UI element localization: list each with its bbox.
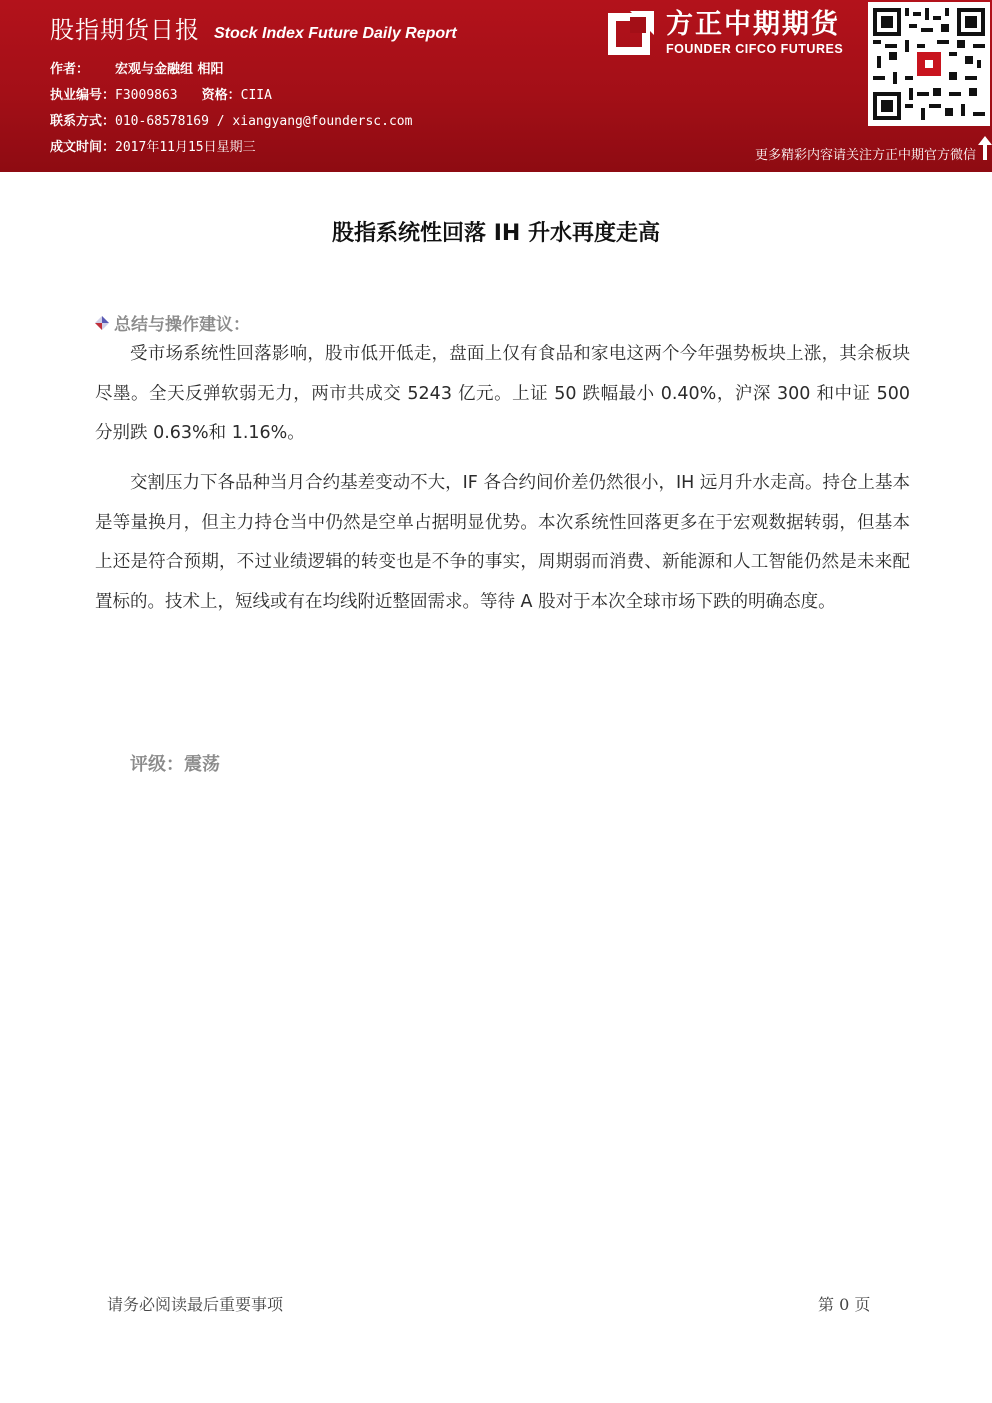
- header-banner: [0, 0, 992, 172]
- report-series-title: [50, 10, 457, 46]
- date-value: 2017年11月15日星期三: [115, 140, 256, 155]
- company-logo: [608, 6, 862, 60]
- license-label: 执业编号：: [50, 88, 116, 103]
- wechat-qr-code: [868, 2, 990, 126]
- up-arrow-icon: [978, 136, 992, 160]
- logo-en-text: FOUNDER CIFCO FUTURES: [666, 41, 844, 56]
- footer-disclaimer-note: 请务必阅读最后重要事项: [107, 1295, 284, 1314]
- date-label: 成文时间：: [50, 140, 116, 155]
- author-value: 宏观与金融组 相阳: [115, 62, 224, 77]
- author-line: [50, 58, 224, 77]
- contact-value[interactable]: 010-68578169 / xiangyang@foundersc.com: [115, 114, 413, 129]
- diamond-bullet-icon: [94, 315, 110, 331]
- summary-paragraph-2: 交割压力下各品种当月合约基差变动不大，IF 各合约间价差仍然很小，IH 远月升水走高。持仓上基本是等量换月，但主力持仓当中仍然是空单占据明显优势。本次系统性回落更多在于宏观数据转弱，但基本上还是符合预期，不过业绩逻辑的转变也是不争的事实，周期弱而消费、新能源和人工智能仍然是未来配置标的。技术上，短线或有在均线附近整固需求。等待 A 股对于本次全球市场下跌的明确态度。: [95, 473, 910, 612]
- license-line: [50, 84, 272, 103]
- title-cn: 股指期货日报: [50, 16, 200, 44]
- logo-cn-text: 方正中期期货: [666, 8, 840, 40]
- founder-logo-mark-icon: [608, 9, 656, 57]
- contact-line: [50, 110, 412, 129]
- wechat-follow-note: 更多精彩内容请关注方正中期官方微信: [754, 148, 976, 163]
- rating-label: 评级：震荡: [130, 754, 220, 775]
- summary-section-heading: [94, 310, 250, 335]
- report-title: 股指系统性回落 IH 升水再度走高: [332, 221, 660, 246]
- title-en: Stock Index Future Daily Report: [214, 25, 457, 42]
- summary-paragraph-1: 受市场系统性回落影响，股市低开低走，盘面上仅有食品和家电这两个今年强势板块上涨，其余板块尽墨。全天反弹软弱无力，两市共成交 5243 亿元。上证 50 跌幅最小 0.40%，沪深 300 和中证 500 分别跌 0.63%和 1.16%。: [95, 344, 910, 443]
- date-line: [50, 136, 256, 155]
- author-label: 作者：: [50, 62, 90, 77]
- qualification-label: 资格：: [201, 88, 241, 103]
- qr-code-icon: [873, 8, 985, 120]
- qualification-value: CIIA: [240, 88, 272, 103]
- license-value: F3009863: [115, 88, 178, 103]
- contact-label: 联系方式：: [50, 114, 116, 129]
- page-number: 第 0 页: [818, 1295, 871, 1314]
- section-heading-text: 总结与操作建议：: [114, 315, 250, 335]
